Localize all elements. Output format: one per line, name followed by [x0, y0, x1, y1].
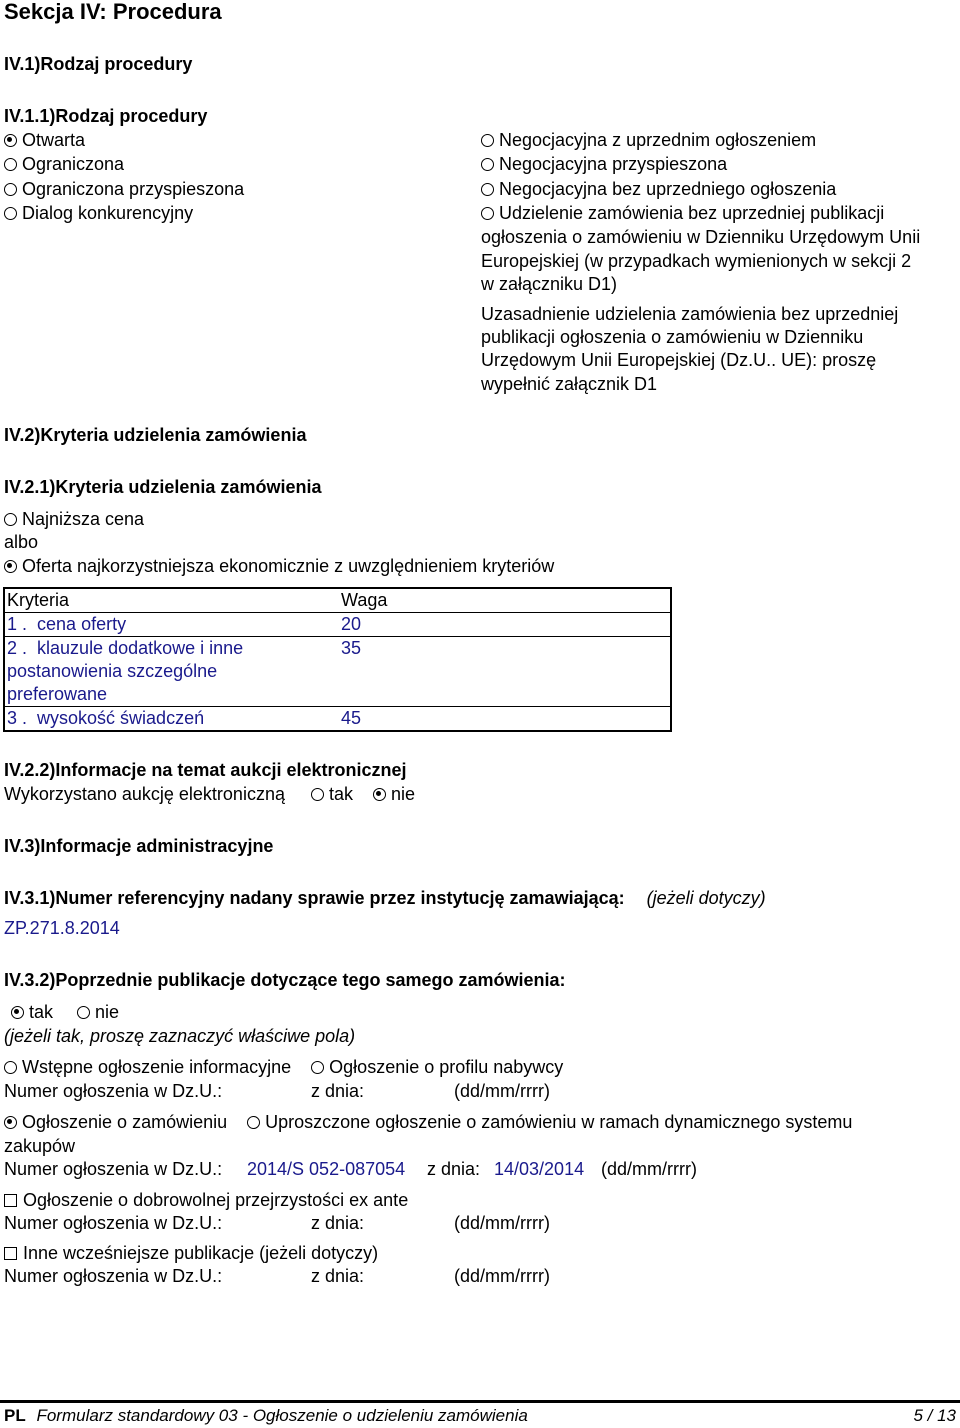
- radio-empty-icon: [311, 788, 324, 801]
- prev-yes-option[interactable]: tak: [11, 1002, 53, 1022]
- numer-value: 2014/S 052-087054: [247, 1159, 406, 1179]
- auction-row: [4, 783, 415, 805]
- option-otwarta[interactable]: Otwarta: [4, 129, 85, 151]
- heading-iv1-1: IV.1.1)Rodzaj procedury: [4, 106, 208, 126]
- checkbox-empty-icon: [4, 1247, 17, 1260]
- table-row: [4, 613, 671, 637]
- auction-yes-option[interactable]: tak: [311, 784, 353, 804]
- header-waga: Waga: [341, 590, 388, 610]
- criteria-cell: 2 . klauzule dodatkowe i inne postanowienia szczególne preferowane: [4, 637, 339, 707]
- uzasadnienie-line3: Urzędowym Unii Europejskiej (Dz.U.. UE): proszę: [481, 350, 877, 370]
- udzielenie-text-line4: w załączniku D1): [481, 274, 618, 294]
- dnia-label: z dnia:: [311, 1081, 365, 1101]
- weight-cell: 35: [339, 637, 671, 707]
- numer-label: Numer ogłoszenia w Dz.U.:: [4, 1213, 223, 1233]
- option-ogloszenie-o-zamowieniu[interactable]: Ogłoszenie o zamówieniu: [4, 1112, 227, 1132]
- option-dialog-konkurencyjny[interactable]: Dialog konkurencyjny: [4, 202, 193, 224]
- footer-page-number: 5 / 13: [913, 1406, 956, 1425]
- auction-label: Wykorzystano aukcję elektroniczną: [4, 784, 285, 804]
- ref-note: (jeżeli dotyczy): [646, 888, 766, 908]
- uproszczone-continuation: zakupów: [4, 1136, 76, 1156]
- option-uproszczone-ogloszenie[interactable]: Uproszczone ogłoszenie o zamówieniu w ramach dynamicznego systemu: [247, 1112, 852, 1132]
- criteria-cell: 3 . wysokość świadczeń: [4, 707, 339, 732]
- weight-cell: 20: [339, 613, 671, 637]
- dnia-label: z dnia:: [427, 1159, 481, 1179]
- radio-empty-icon: [247, 1116, 260, 1129]
- checkbox-empty-icon: [4, 1194, 17, 1207]
- radio-empty-icon: [4, 513, 17, 526]
- option-inne-publikacje[interactable]: Inne wcześniejsze publikacje (jeżeli dotyczy): [4, 1242, 378, 1264]
- option-negocjacyjna-bez-ogloszenia[interactable]: Negocjacyjna bez uprzedniego ogłoszenia: [481, 178, 836, 200]
- table-row: [4, 637, 671, 707]
- prev-no-option[interactable]: nie: [77, 1002, 119, 1022]
- heading-iv3: IV.3)Informacje administracyjne: [4, 836, 274, 856]
- date-value: 14/03/2014: [494, 1159, 585, 1179]
- uzasadnienie-line2: publikacji ogłoszenia o zamówieniu w Dzienniku: [481, 327, 864, 347]
- footer-lang: PL: [4, 1406, 26, 1425]
- date-format: (dd/mm/rrrr): [454, 1213, 550, 1233]
- radio-selected-icon: [4, 560, 17, 573]
- weight-cell: 45: [339, 707, 671, 732]
- option-dobrowolnej-przejrzystosci[interactable]: Ogłoszenie o dobrowolnej przejrzystości ex ante: [4, 1189, 408, 1211]
- table-row: [4, 707, 671, 732]
- option-najnizsza-cena[interactable]: Najniższa cena: [4, 508, 144, 530]
- heading-iv1: IV.1)Rodzaj procedury: [4, 54, 193, 74]
- udzielenie-text-line2: ogłoszenia o zamówieniu w Dzienniku Urzędowym Unii: [481, 227, 921, 247]
- radio-empty-icon: [311, 1061, 324, 1074]
- header-kryteria: Kryteria: [7, 590, 70, 610]
- section-title: Sekcja IV: Procedura: [4, 0, 222, 24]
- date-format: (dd/mm/rrrr): [601, 1159, 697, 1179]
- heading-iv2-1: IV.2.1)Kryteria udzielenia zamówienia: [4, 477, 322, 497]
- option-oferta-najkorzystniejsza[interactable]: Oferta najkorzystniejsza ekonomicznie z uwzględnieniem kryteriów: [4, 555, 554, 577]
- heading-iv2: IV.2)Kryteria udzielenia zamówienia: [4, 425, 307, 445]
- radio-empty-icon: [4, 183, 17, 196]
- heading-iv3-2: IV.3.2)Poprzednie publikacje dotyczące tego samego zamówienia:: [4, 970, 566, 990]
- radio-empty-icon: [481, 183, 494, 196]
- option-ograniczona-przyspieszona[interactable]: Ograniczona przyspieszona: [4, 178, 244, 200]
- numer-label: Numer ogłoszenia w Dz.U.:: [4, 1266, 223, 1286]
- uzasadnienie-line4: wypełnić załącznik D1: [481, 374, 658, 394]
- footer-form-name: Formularz standardowy 03 - Ogłoszenie o udzieleniu zamówienia: [36, 1406, 528, 1425]
- wstepne-row: [4, 1056, 563, 1078]
- option-wstepne-ogloszenie[interactable]: Wstępne ogłoszenie informacyjne: [4, 1057, 291, 1077]
- criteria-cell: 1 . cena oferty: [4, 613, 339, 637]
- dnia-label: z dnia:: [311, 1213, 365, 1233]
- date-format: (dd/mm/rrrr): [454, 1266, 550, 1286]
- radio-selected-icon: [4, 1116, 17, 1129]
- auction-no-option[interactable]: nie: [373, 784, 415, 804]
- albo-text: albo: [4, 532, 39, 552]
- radio-empty-icon: [4, 158, 17, 171]
- option-negocjacyjna-z-ogloszeniem[interactable]: Negocjacyjna z uprzednim ogłoszeniem: [481, 129, 816, 151]
- criteria-table: [3, 587, 672, 732]
- numer-label: Numer ogłoszenia w Dz.U.:: [4, 1159, 223, 1179]
- zamowienie-row: [4, 1111, 852, 1133]
- numer-label: Numer ogłoszenia w Dz.U.:: [4, 1081, 223, 1101]
- page-footer: [4, 1405, 960, 1427]
- uzasadnienie-line1: Uzasadnienie udzielenia zamówienia bez uprzedniej: [481, 304, 899, 324]
- radio-empty-icon: [481, 158, 494, 171]
- ref-value: ZP.271.8.2014: [4, 918, 120, 938]
- option-negocjacyjna-przyspieszona[interactable]: Negocjacyjna przyspieszona: [481, 153, 727, 175]
- radio-empty-icon: [481, 134, 494, 147]
- radio-empty-icon: [77, 1006, 90, 1019]
- date-format: (dd/mm/rrrr): [454, 1081, 550, 1101]
- udzielenie-text-line3: Europejskiej (w przypadkach wymienionych w sekcji 2: [481, 251, 912, 271]
- table-header-row: [4, 588, 671, 613]
- radio-selected-icon: [4, 134, 17, 147]
- radio-empty-icon: [4, 207, 17, 220]
- radio-selected-icon: [373, 788, 386, 801]
- option-ograniczona[interactable]: Ograniczona: [4, 153, 124, 175]
- radio-empty-icon: [481, 207, 494, 220]
- option-udzielenie-bez-publikacji[interactable]: Udzielenie zamówienia bez uprzedniej publikacji: [481, 202, 884, 224]
- heading-iv2-2: IV.2.2)Informacje na temat aukcji elektronicznej: [4, 760, 407, 780]
- dnia-label: z dnia:: [311, 1266, 365, 1286]
- ref-heading-row: [4, 887, 766, 909]
- option-profil-nabywcy[interactable]: Ogłoszenie o profilu nabywcy: [311, 1057, 563, 1077]
- footer-divider: [0, 1400, 960, 1403]
- radio-empty-icon: [4, 1061, 17, 1074]
- radio-selected-icon: [11, 1006, 24, 1019]
- prev-pub-row: [11, 1001, 119, 1023]
- prev-note: (jeżeli tak, proszę zaznaczyć właściwe pola): [4, 1026, 356, 1046]
- heading-iv3-1: IV.3.1)Numer referencyjny nadany sprawie przez instytucję zamawiającą:: [4, 888, 625, 908]
